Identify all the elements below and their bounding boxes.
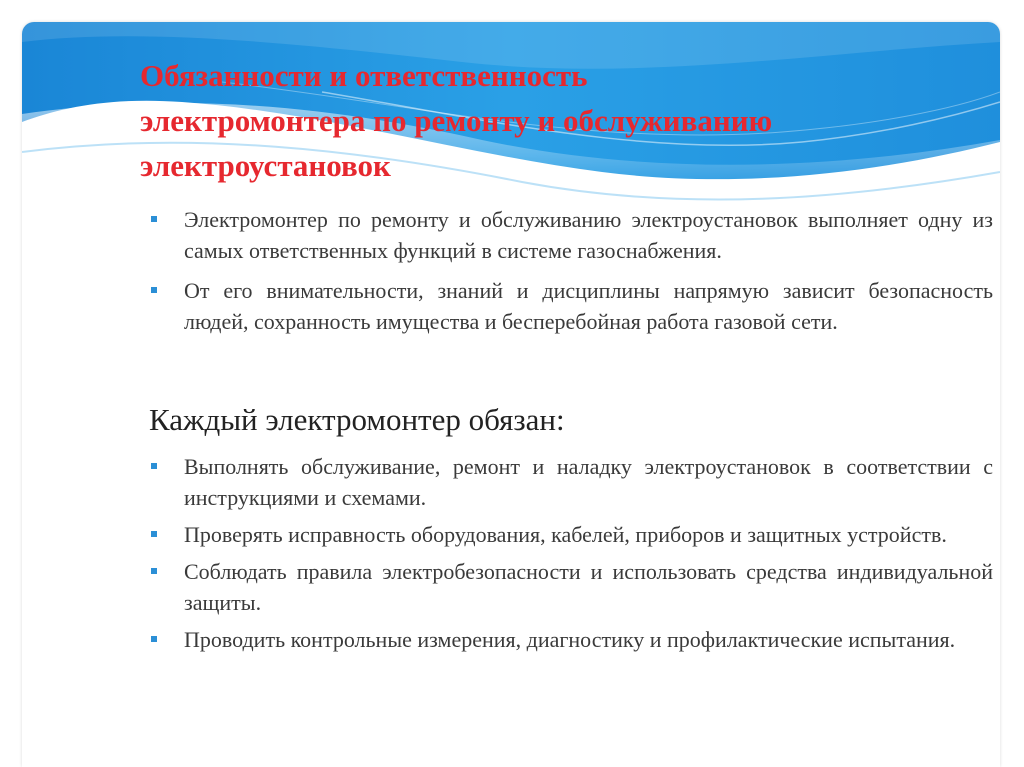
list-item bbox=[22, 556, 1000, 618]
list-item-text: Проверять исправность оборудования, кабелей, приборов и защитных устройств. bbox=[184, 522, 947, 547]
square-bullet-icon bbox=[151, 636, 157, 642]
duties-heading: Каждый электромонтер обязан: bbox=[149, 402, 565, 437]
list-item-text: Соблюдать правила электробезопасности и использовать средства индивидуальной защиты. bbox=[184, 559, 993, 615]
slide bbox=[22, 22, 1000, 767]
title-line: электромонтера по ремонту и обслуживанию bbox=[140, 103, 773, 138]
list-item bbox=[22, 624, 1000, 655]
list-item-text: Проводить контрольные измерения, диагностику и профилактические испытания. bbox=[184, 627, 956, 652]
list-item bbox=[22, 451, 1000, 513]
square-bullet-icon bbox=[151, 216, 157, 222]
title-line: электроустановок bbox=[140, 148, 391, 183]
slide-title bbox=[140, 53, 980, 188]
list-item bbox=[22, 275, 1000, 337]
square-bullet-icon bbox=[151, 531, 157, 537]
duties-list bbox=[22, 451, 1000, 655]
list-item bbox=[22, 519, 1000, 550]
square-bullet-icon bbox=[151, 463, 157, 469]
square-bullet-icon bbox=[151, 568, 157, 574]
list-item-text: Выполнять обслуживание, ремонт и наладку электроустановок в соответствии с инструкциями и схемами. bbox=[184, 454, 993, 510]
list-item bbox=[22, 204, 1000, 266]
square-bullet-icon bbox=[151, 287, 157, 293]
intro-list bbox=[22, 204, 1000, 337]
list-item-text: От его внимательности, знаний и дисциплины напрямую зависит безопасность людей, сохранность имущества и бесперебойная работа газовой сети. bbox=[184, 278, 993, 334]
title-line: Обязанности и ответственность bbox=[140, 58, 588, 93]
list-item-text: Электромонтер по ремонту и обслуживанию электроустановок выполняет одну из самых ответственных функций в системе газоснабжения. bbox=[184, 207, 993, 263]
